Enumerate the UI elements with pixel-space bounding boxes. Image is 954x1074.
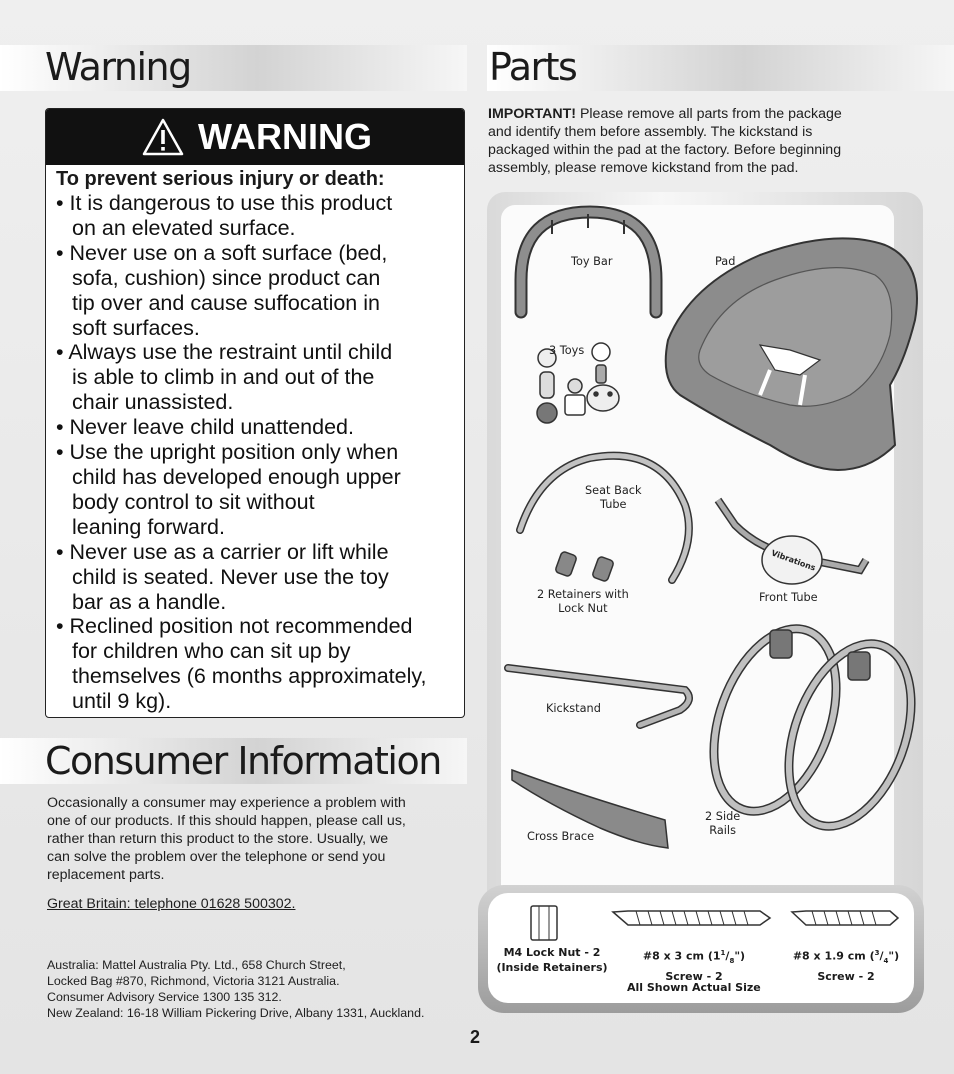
warning-intro: To prevent serious injury or death: — [56, 168, 385, 190]
front-tube-logo: Vibrations — [770, 548, 817, 573]
warning-item-line: • Never use as a carrier or lift while — [56, 539, 389, 564]
address-line: Australia: Mattel Australia Pty. Ltd., 658 Church Street, — [47, 958, 346, 972]
address-line: New Zealand: 16-18 William Pickering Drive, Albany 1331, Auckland. — [47, 1006, 425, 1020]
warning-item-line: • Always use the restraint until child — [56, 340, 393, 365]
warning-item-line: themselves (6 months approximately, — [72, 664, 427, 689]
seat-back-tube-label: Seat Back Tube — [585, 484, 642, 511]
short-screw-label: #8 x 1.9 cm $(^3/_4")$ Screw - 2 — [792, 949, 900, 983]
lock-nut-label: M4 Lock Nut - 2 (Inside Retainers) — [496, 946, 608, 974]
retainers-drawing — [555, 551, 615, 582]
warning-heading: WARNING — [198, 116, 372, 157]
warning-item-line: on an elevated surface. — [72, 215, 296, 240]
side-rails-drawing — [691, 612, 934, 843]
cross-brace-label: Cross Brace — [527, 830, 595, 843]
parts-intro-line: and identify them before assembly. The kickstand is — [488, 124, 813, 140]
parts-intro-line: packaged within the pad at the factory. Before beginning — [488, 142, 842, 158]
consumer-paragraph-line: one of our products. If this should happen, please call us, — [47, 813, 406, 829]
warning-item-line: child has developed enough upper — [72, 464, 401, 489]
warning-item-line: sofa, cushion) since product can — [72, 265, 381, 290]
warning-item-line: • Reclined position not recommended — [56, 614, 413, 639]
front-tube-drawing — [718, 500, 866, 584]
warning-item-line: bar as a handle. — [72, 589, 227, 614]
warning-item-line: child is seated. Never use the toy — [72, 564, 389, 589]
parts-intro-line: assembly, please remove kickstand from the pad. — [488, 160, 799, 176]
parts-intro-line: Please remove all parts from the package — [576, 106, 842, 122]
warning-item-line: is able to climb in and out of the — [72, 365, 375, 390]
pad-drawing — [666, 238, 917, 470]
consumer-paragraph-line: Occasionally a consumer may experience a problem with — [47, 795, 406, 811]
warning-item-line: tip over and cause suffocation in — [72, 290, 380, 315]
warning-item-line: chair unassisted. — [72, 390, 234, 415]
actual-size-note: All Shown Actual Size — [627, 981, 761, 994]
consumer-paragraph-line: can solve the problem over the telephone or send you — [47, 849, 386, 865]
warning-item-line: leaning forward. — [72, 514, 225, 539]
important-label: IMPORTANT! — [488, 106, 576, 122]
warning-item-line: until 9 kg). — [72, 689, 172, 714]
warning-item-line: for children who can sit up by — [72, 639, 351, 664]
warning-item-line: • Never use on a soft surface (bed, — [56, 240, 388, 265]
front-tube-label: Front Tube — [759, 591, 818, 604]
page-number: 2 — [470, 1027, 481, 1047]
toys-label: 3 Toys — [549, 344, 585, 357]
parts-section-title: Parts — [489, 45, 577, 89]
side-rails-label: 2 Side Rails — [705, 810, 741, 837]
warning-item-line: body control to sit without — [72, 489, 315, 514]
long-screw-label: #8 x 3 cm $(1^1/_8")$ Screw - 2 — [642, 949, 746, 983]
consumer-paragraph-line: replacement parts. — [47, 867, 165, 883]
gb-phone-line: Great Britain: telephone 01628 500302. — [47, 896, 296, 912]
warning-item-line: • It is dangerous to use this product — [56, 191, 393, 215]
pad-label: Pad — [715, 255, 736, 268]
kickstand-label: Kickstand — [546, 702, 601, 715]
warning-section-title: Warning — [45, 45, 191, 89]
consumer-section-title: Consumer Information — [45, 739, 441, 783]
address-line: Locked Bag #870, Richmond, Victoria 3121 Australia. — [47, 974, 340, 988]
consumer-paragraph-line: rather than return this product to the store. Usually, we — [47, 831, 389, 847]
kickstand-drawing — [508, 668, 689, 725]
toy-bar-label: Toy Bar — [571, 255, 613, 268]
retainers-label: 2 Retainers with Lock Nut — [537, 588, 629, 615]
address-line: Consumer Advisory Service 1300 135 312. — [47, 990, 282, 1004]
warning-item-line: • Never leave child unattended. — [56, 415, 354, 440]
warning-item-line: soft surfaces. — [72, 315, 200, 340]
warning-item-line: • Use the upright position only when — [56, 440, 399, 465]
